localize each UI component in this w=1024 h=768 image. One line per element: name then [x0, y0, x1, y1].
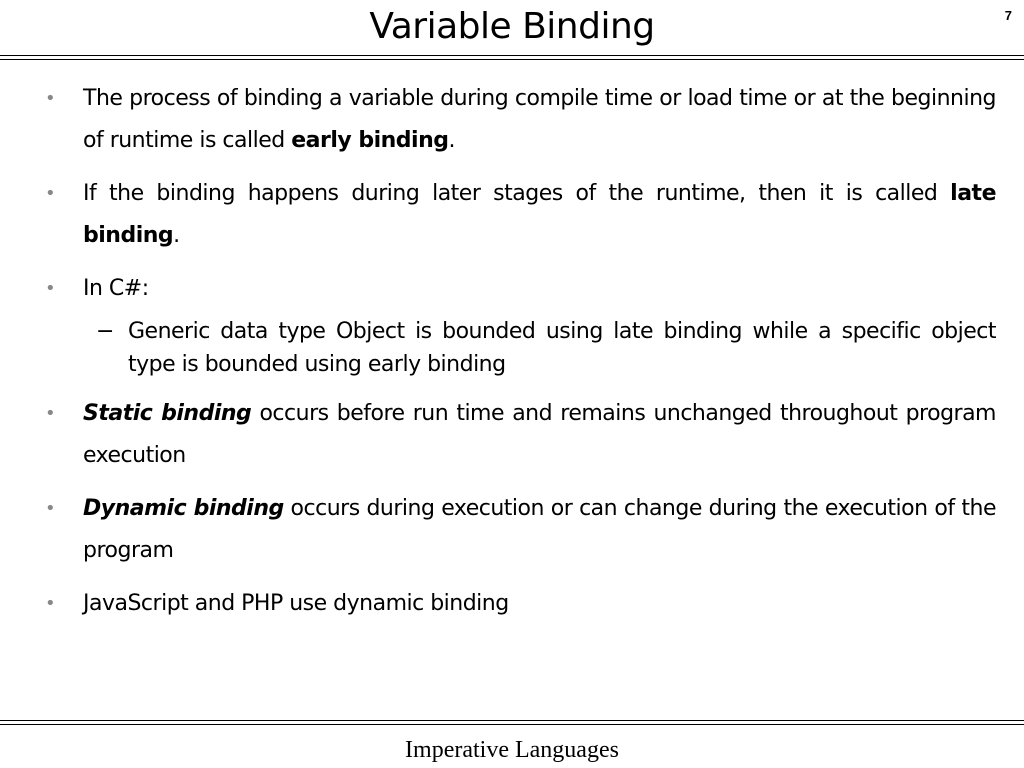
bullet-text: The process of binding a variable during compile time or load time or at the beginning of runtime is called: [83, 86, 996, 153]
page-number: 7: [1004, 8, 1012, 23]
bullet-marker: •: [45, 183, 56, 204]
bullet-text: In C#:: [83, 276, 149, 301]
bullet-javascript-php: [45, 583, 996, 625]
bullet-static-binding: [45, 393, 996, 477]
sub-bullet-text: Generic data type Object is bounded using late binding while a specific object type is bounded using early binding: [128, 319, 996, 377]
bullet-list: [0, 78, 1024, 636]
bullet-text: If the binding happens during later stages of the runtime, then it is called: [83, 181, 951, 206]
bullet-emphasis: Static binding: [83, 401, 252, 426]
bullet-early-binding: [45, 78, 996, 162]
slide-title: Variable Binding: [369, 6, 655, 47]
bullet-marker: •: [45, 403, 56, 424]
bullet-late-binding: [45, 173, 996, 257]
slide-footer: Imperative Languages: [405, 737, 619, 763]
header-divider-bottom: [0, 59, 1024, 60]
bullet-marker: •: [45, 278, 56, 299]
bullet-marker: •: [45, 593, 56, 614]
bullet-punctuation: .: [173, 223, 180, 248]
sub-bullet-marker: −: [96, 319, 114, 344]
bullet-csharp: [45, 268, 996, 310]
bullet-emphasis: late binding: [83, 181, 996, 248]
bullet-punctuation: .: [448, 128, 456, 153]
footer-divider-top: [0, 720, 1024, 721]
bullet-emphasis: Dynamic binding: [83, 496, 284, 521]
bullet-dynamic-binding: [45, 488, 996, 572]
bullet-text: occurs before run time and remains unchanged throughout program execution: [83, 401, 996, 468]
sub-bullet-object-type: [96, 315, 996, 381]
bullet-emphasis: early binding: [291, 128, 449, 153]
bullet-text: occurs during execution or can change during the execution of the program: [83, 496, 996, 563]
bullet-text: JavaScript and PHP use dynamic binding: [83, 591, 509, 616]
footer-divider-bottom: [0, 724, 1024, 725]
bullet-marker: •: [45, 498, 56, 519]
bullet-marker: •: [45, 88, 56, 109]
header-divider-top: [0, 55, 1024, 56]
